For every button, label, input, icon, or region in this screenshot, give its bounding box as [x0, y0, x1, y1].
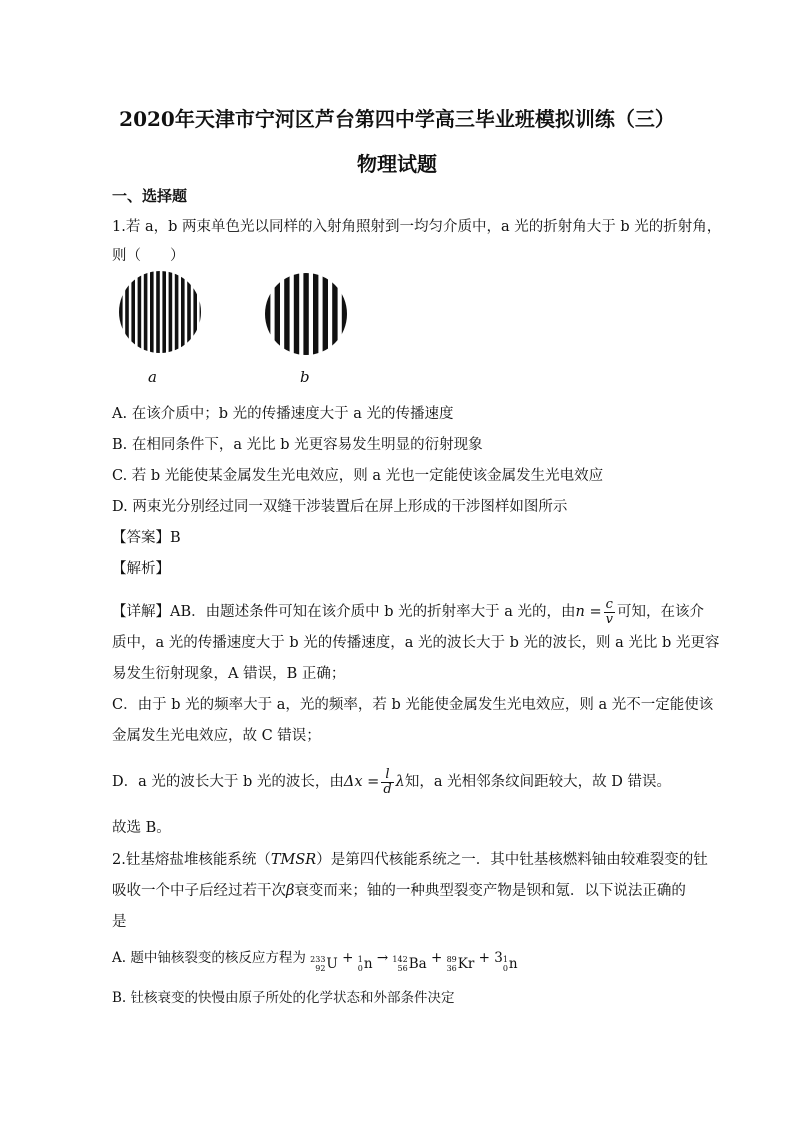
nuclide-neutron: 1 0 n [502, 955, 518, 973]
fringe-bar [323, 273, 328, 355]
fringe-bar [169, 271, 173, 353]
fringe-bar [162, 271, 166, 353]
q2-text: ）是第四代核能系统之一．其中钍基核燃料铀由较难裂变的钍 [316, 852, 708, 868]
formula-fraction-c-v [604, 598, 615, 627]
interference-figure [108, 270, 368, 390]
nuclide-barium: 142 56 Ba [392, 955, 427, 973]
fraction-numerator: l [381, 768, 393, 783]
q2-text: 2.钍基熔盐堆核能系统（ [112, 852, 271, 868]
detail-line5: 金属发生光电效应，故 C 错误； [112, 728, 321, 744]
detail-line2: 质中，a 光的传播速度大于 b 光的传播速度，a 光的波长大于 b 光的波长，则 a 光比 b 光更容 [112, 635, 720, 651]
detail-line4: C．由于 b 光的频率大于 a，光的频率，若 b 光能使金属发生光电效应，则 a 光不一定能使该 [112, 697, 714, 713]
fringe-bar [125, 271, 129, 353]
arrow-icon: → [376, 950, 389, 966]
fringe-bar [313, 273, 318, 355]
answer-value: B [170, 530, 181, 546]
q2-tmsr: TMSR [270, 852, 317, 868]
fringe-bar [294, 273, 299, 355]
formula-fraction-l-d [381, 768, 393, 797]
plus-sign: + [430, 950, 443, 966]
fringe-bar [187, 271, 191, 353]
plus-sign: + [342, 950, 354, 966]
q1-option-c: C. 若 b 光能使某金属发生光电效应，则 a 光也一定能使该金属发生光电效应 [112, 468, 604, 484]
answer-line [112, 528, 692, 548]
q1-option-d: D. 两束光分别经过同一双缝干涉装置后在屏上形成的干涉图样如图所示 [112, 499, 568, 515]
fringe-bar [181, 271, 185, 353]
fringe-bar [193, 271, 197, 353]
fraction-denominator: v [605, 611, 613, 627]
figure-label-a: a [148, 368, 157, 386]
detail-text: 可知，在该介 [616, 604, 704, 620]
fringe-bar [265, 273, 270, 355]
q1-option-b: B. 在相同条件下，a 光比 b 光更容易发生明显的衍射现象 [112, 437, 483, 453]
fringe-bar [150, 271, 154, 353]
document-subtitle: 物理试题 [357, 152, 437, 176]
section-heading: 一、选择题 [112, 187, 188, 205]
q2-beta: β [286, 883, 295, 899]
fringe-bar [303, 273, 308, 355]
fringe-bar [332, 273, 337, 355]
detail-line1 [112, 592, 704, 632]
fringe-pattern-b [265, 273, 347, 355]
fringe-bar [200, 271, 204, 353]
fringe-bar [119, 271, 123, 353]
figure-label-b: b [300, 368, 310, 386]
q2-stem-line3: 是 [112, 914, 127, 930]
formula-dx-lhs: Δx = [343, 774, 380, 790]
detail-text: 知，a 光相邻条纹间距较大，故 D 错误。 [404, 774, 671, 790]
fringe-bar [342, 273, 347, 355]
fringe-pattern-a [119, 271, 203, 353]
detail-text: D．a 光的波长大于 b 光的波长，由 [112, 774, 344, 790]
q2-text: 衰变而来；铀的一种典型裂变产物是钡和氪．以下说法正确的 [294, 883, 686, 899]
q2-option-b: B. 钍核衰变的快慢由原子所处的化学状态和外部条件决定 [112, 990, 455, 1006]
answer-tag: 【答案】 [112, 530, 170, 546]
fraction-numerator: c [604, 598, 615, 613]
document-title: 2020年天津市宁河区芦台第四中学高三毕业班模拟训练（三） [119, 107, 675, 131]
detail-tag: 【详解】 [112, 604, 170, 620]
coefficient: 3 [494, 950, 503, 966]
detail-line6 [112, 762, 692, 802]
q1-stem-line1: 1.若 a，b 两束单色光以同样的入射角照射到一均匀介质中，a 光的折射角大于 b 光的折射角， [112, 219, 722, 235]
fringe-bar [138, 271, 142, 353]
formula-n-lhs: n = [575, 604, 602, 620]
fringe-bar [156, 271, 160, 353]
conclusion: 故选 B。 [112, 820, 171, 836]
detail-line3: 易发生衍射现象，A 错误，B 正确； [112, 666, 346, 682]
fringe-diagram [108, 270, 368, 390]
fringe-bar [144, 271, 148, 353]
fringe-bar [284, 273, 289, 355]
fraction-denominator: d [383, 781, 392, 797]
formula-lambda: λ [395, 774, 405, 790]
q1-stem-line2: 则（ ） [112, 248, 185, 264]
nuclide-krypton: 89 36 Kr [446, 955, 475, 973]
fringe-bar [175, 271, 179, 353]
q2-text: 吸收一个中子后经过若干次 [112, 883, 286, 899]
plus-sign: + [478, 950, 490, 966]
detail-text: AB．由题述条件可知在该介质中 b 光的折射率大于 a 光的，由 [170, 604, 576, 620]
analysis-tag: 【解析】 [112, 561, 170, 577]
q2-stem-line1 [112, 850, 708, 870]
nuclide-neutron: 1 0 n [357, 955, 373, 973]
q1-option-a: A. 在该介质中；b 光的传播速度大于 a 光的传播速度 [112, 406, 454, 422]
fringe-bar [275, 273, 280, 355]
fringe-bar [131, 271, 135, 353]
nuclide-uranium: 233 92 U [310, 955, 338, 973]
q2-option-a [112, 948, 692, 974]
q2-stem-line2 [112, 881, 692, 901]
q2-option-a-text: A. 题中铀核裂变的核反应方程为 [112, 950, 306, 966]
